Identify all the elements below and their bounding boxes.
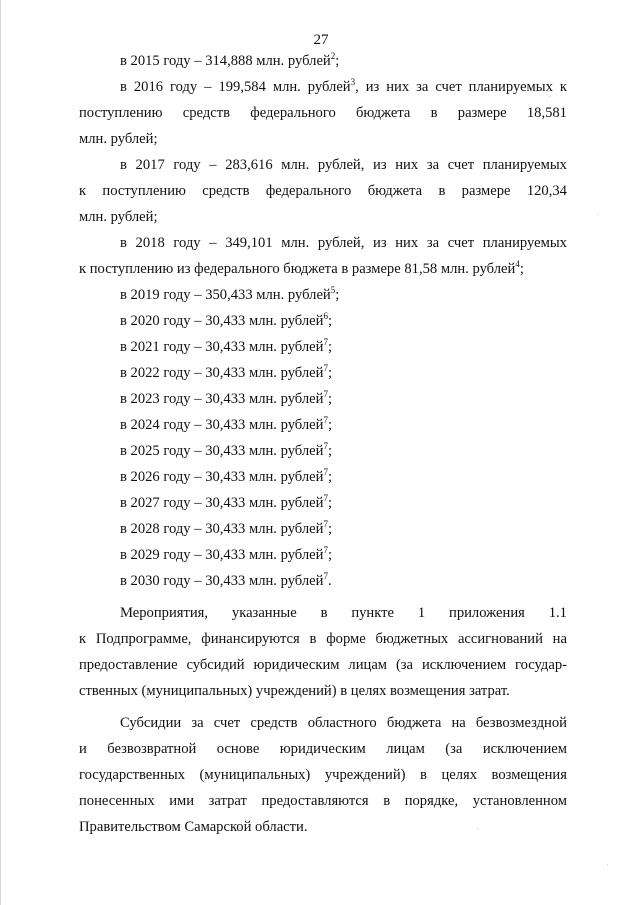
- budget-line-2017-a: [79, 152, 567, 178]
- line-text: в 2029 году – 30,433 млн. рублей: [120, 547, 324, 563]
- word: 18,581: [526, 105, 567, 121]
- paragraph-1-line-4: ственных (муниципальных) учреждений) в целях возмещения затрат.: [79, 683, 510, 699]
- scan-speck: [477, 828, 478, 829]
- word: государственных: [79, 767, 186, 783]
- budget-line-2017-c: млн. рублей;: [79, 209, 158, 225]
- word: –: [204, 79, 212, 95]
- word: 283,616: [225, 157, 273, 173]
- word: 1: [417, 605, 426, 621]
- budget-year-line: [79, 516, 567, 542]
- paragraph-2-line-5: Правительством Самарской области.: [79, 819, 308, 835]
- word: 2016: [133, 79, 164, 95]
- word: (муниципальных): [199, 767, 311, 783]
- line-tail: ;: [327, 313, 332, 329]
- word: млн.: [272, 79, 301, 95]
- word: в: [430, 105, 438, 121]
- scan-speck: [549, 96, 550, 97]
- word: лицам: [386, 741, 425, 757]
- word: –: [209, 157, 217, 173]
- word: 2018: [135, 235, 165, 251]
- line-tail: ;: [327, 339, 332, 355]
- word: возмещения: [491, 767, 567, 783]
- line-tail: ;: [327, 521, 332, 537]
- word: за: [191, 715, 204, 731]
- line-text: в 2027 году – 30,433 млн. рублей: [120, 495, 324, 511]
- word: средств: [202, 183, 250, 199]
- word: в: [438, 183, 446, 199]
- word: к: [559, 79, 567, 95]
- line-text: в 2024 году – 30,433 млн. рублей: [120, 417, 324, 433]
- line-text: в 2022 году – 30,433 млн. рублей: [120, 365, 324, 381]
- word: исключением: [421, 657, 507, 673]
- scan-speck: [597, 214, 598, 215]
- line-tail: .: [327, 573, 332, 589]
- word: счет: [213, 715, 241, 731]
- budget-year-line: [79, 412, 567, 438]
- word: указанные: [231, 605, 297, 621]
- footnote-ref: 7: [323, 545, 328, 555]
- word: в: [120, 157, 127, 173]
- line-text: в 2026 году – 30,433 млн. рублей: [120, 469, 324, 485]
- word: порядке,: [404, 793, 459, 809]
- word: 120,34: [526, 183, 567, 199]
- line-text: в 2019 году – 350,433 млн. рублей: [120, 287, 331, 303]
- word: за: [426, 235, 440, 251]
- word: из: [373, 157, 387, 173]
- budget-year-line: [79, 568, 567, 594]
- word: Субсидии: [120, 715, 182, 731]
- footnote-ref: 4: [515, 259, 520, 269]
- word: приложения: [449, 605, 525, 621]
- word: бюджета: [355, 105, 411, 121]
- word: из: [373, 235, 387, 251]
- word: 2017: [135, 157, 165, 173]
- paragraph-2-line-3: [79, 762, 567, 788]
- word: планируемых: [468, 79, 553, 95]
- word: лицам: [348, 657, 388, 673]
- footnote-ref: 5: [330, 285, 336, 295]
- document-body: [79, 48, 567, 840]
- line-text: в 2020 году – 30,433 млн. рублей: [120, 313, 324, 329]
- line-tail: ;: [327, 417, 332, 433]
- budget-line-2018-b: [79, 256, 567, 282]
- line-tail: ;: [327, 443, 332, 459]
- word: средств: [182, 105, 230, 121]
- footnote-ref: 7: [323, 363, 328, 373]
- budget-year-line: [79, 542, 567, 568]
- word: основе: [216, 741, 260, 757]
- word: размере: [461, 183, 511, 199]
- word: них: [395, 157, 419, 173]
- line-tail: ;: [327, 469, 332, 485]
- word: понесенных: [79, 793, 155, 809]
- line-text: в 2021 году – 30,433 млн. рублей: [120, 339, 324, 355]
- line-text: в 2025 году – 30,433 млн. рублей: [120, 443, 324, 459]
- line-tail: ;: [327, 391, 332, 407]
- word: поступлению: [102, 183, 186, 199]
- word: Мероприятия,: [120, 605, 209, 621]
- word: рублей,: [317, 157, 365, 173]
- word: в: [120, 235, 127, 251]
- footnote-ref: 6: [323, 311, 328, 321]
- budget-year-line: [79, 360, 567, 386]
- word: млн.: [281, 235, 310, 251]
- word: в: [383, 793, 391, 809]
- footnote-ref: 7: [323, 441, 328, 451]
- line-tail: ;: [327, 365, 332, 381]
- budget-line-2016-b: [79, 100, 567, 126]
- word: за: [416, 79, 429, 95]
- word: бюджета: [386, 715, 442, 731]
- word: (за: [445, 741, 463, 757]
- word: рублей,: [317, 235, 365, 251]
- footnote-ref: 7: [323, 467, 328, 477]
- word: счет: [435, 79, 462, 95]
- word: и: [79, 741, 87, 757]
- word: (за: [395, 657, 414, 673]
- budget-line-2016-a: [79, 74, 567, 100]
- word: планируемых: [482, 157, 567, 173]
- word: за: [426, 157, 440, 173]
- word: в: [420, 767, 427, 783]
- word: установленном: [472, 793, 567, 809]
- budget-year-line: [79, 308, 567, 334]
- word: 199,584: [218, 79, 266, 95]
- word: Подпрограмме,: [95, 631, 192, 647]
- footnote-ref: 7: [323, 389, 328, 399]
- footnote-ref: 7: [323, 571, 328, 581]
- line-tail: ;: [335, 53, 340, 69]
- year-list: [79, 282, 567, 594]
- word: ими: [169, 793, 195, 809]
- paragraph-2-line-1: [79, 710, 567, 736]
- budget-line-2018-a: [79, 230, 567, 256]
- line-text: в 2030 году – 30,433 млн. рублей: [120, 573, 324, 589]
- word: 1.1: [548, 605, 567, 621]
- word: в: [120, 79, 127, 95]
- word: –: [209, 235, 217, 251]
- word: государ-: [514, 657, 567, 673]
- line-tail: ;: [335, 287, 340, 303]
- word: юридическим: [279, 741, 366, 757]
- word: безвозмездной: [475, 715, 567, 731]
- line-text: к поступлению из федерального бюджета в размере 81,58 млн. рублей: [79, 261, 516, 277]
- budget-year-line: [79, 490, 567, 516]
- word: году: [173, 157, 201, 173]
- word: федерального: [265, 183, 352, 199]
- word: них: [395, 235, 419, 251]
- word: средств: [250, 715, 298, 731]
- word: на: [451, 715, 466, 731]
- word: целях: [441, 767, 478, 783]
- paragraph-2-line-2: [79, 736, 567, 762]
- word: бюджетных: [375, 631, 449, 647]
- word: в: [320, 605, 328, 621]
- line-tail: ;: [519, 261, 524, 277]
- line-tail: ;: [327, 547, 332, 563]
- budget-year-line: [79, 282, 567, 308]
- budget-year-line: [79, 386, 567, 412]
- word: бюджета: [367, 183, 423, 199]
- word: федерального: [250, 105, 336, 121]
- word: учреждений): [324, 767, 406, 783]
- word: пункте: [351, 605, 394, 621]
- word: счет: [447, 235, 475, 251]
- budget-line-2015: [79, 48, 567, 74]
- word: из: [365, 79, 380, 95]
- scan-speck: [607, 864, 608, 865]
- word: предоставляются: [261, 793, 369, 809]
- word: размере: [457, 105, 507, 121]
- word: предоставление: [79, 657, 178, 673]
- line-tail: ;: [327, 495, 332, 511]
- budget-line-2016-c: млн. рублей;: [79, 131, 158, 147]
- paragraph-1-line-2: [79, 626, 567, 652]
- budget-line-2017-b: [79, 178, 567, 204]
- word: 349,101: [225, 235, 273, 251]
- word: затрат: [208, 793, 247, 809]
- word: счет: [447, 157, 475, 173]
- word: к: [79, 631, 87, 647]
- budget-year-line: [79, 464, 567, 490]
- page-number: 27: [313, 32, 329, 48]
- word: году: [173, 235, 201, 251]
- word: юридическим: [253, 657, 340, 673]
- paragraph-2-line-4: [79, 788, 567, 814]
- footnote-ref: 7: [323, 415, 328, 425]
- line-text: в 2028 году – 30,433 млн. рублей: [120, 521, 324, 537]
- paragraph-1-line-1: [79, 600, 567, 626]
- word: рублей$^3$,: [307, 77, 359, 95]
- word: на: [552, 631, 567, 647]
- word: них: [386, 79, 410, 95]
- word: исключением: [482, 741, 567, 757]
- word: форме: [326, 631, 366, 647]
- word: в: [309, 631, 317, 647]
- footnote-ref: 7: [323, 337, 328, 347]
- word: субсидий: [186, 657, 245, 673]
- word: млн.: [281, 157, 310, 173]
- word: к: [79, 183, 87, 199]
- paragraph-1-line-3: [79, 652, 567, 678]
- word: году: [170, 79, 198, 95]
- footnote-ref: 7: [323, 493, 328, 503]
- word: планируемых: [482, 235, 567, 251]
- word: безвозвратной: [107, 741, 197, 757]
- footnote-ref: 7: [323, 519, 328, 529]
- word: поступлению: [79, 105, 163, 121]
- budget-year-line: [79, 334, 567, 360]
- word: ассигнований: [457, 631, 543, 647]
- word: финансируются: [201, 631, 300, 647]
- line-text: в 2023 году – 30,433 млн. рублей: [120, 391, 324, 407]
- footnote-ref: 2: [330, 51, 336, 61]
- line-text: в 2015 году – 314,888 млн. рублей: [120, 53, 331, 69]
- word: областного: [307, 715, 377, 731]
- budget-year-line: [79, 438, 567, 464]
